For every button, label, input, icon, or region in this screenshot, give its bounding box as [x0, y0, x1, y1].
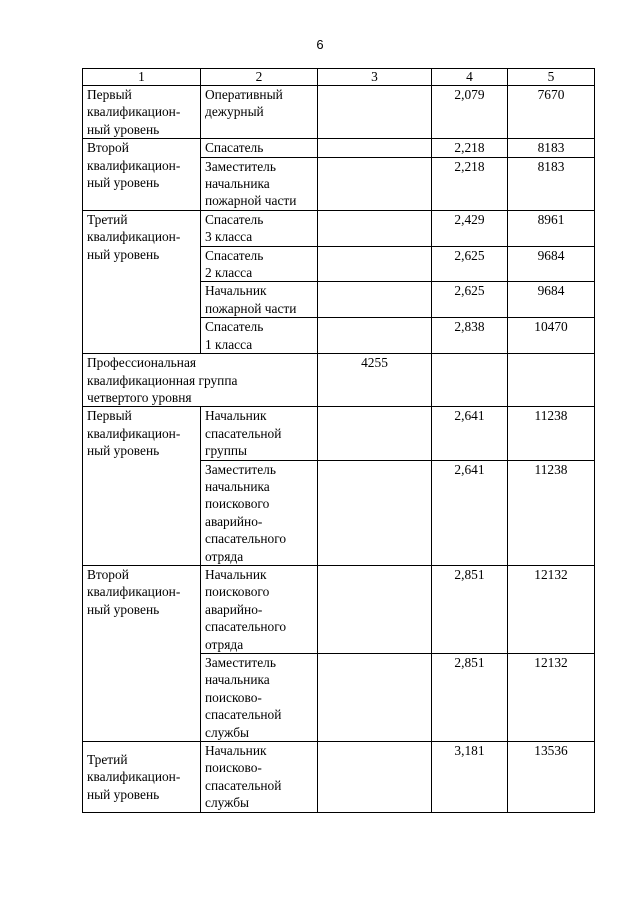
group-row	[83, 354, 595, 407]
table-row	[83, 210, 595, 246]
salary-cell	[508, 354, 595, 407]
table-row	[83, 86, 595, 139]
column-header-5: 5	[508, 69, 595, 86]
coefficient-cell: 2,641	[432, 460, 508, 565]
page-number: 6	[316, 37, 324, 52]
position-cell: Спасатель	[201, 139, 318, 157]
base-salary-cell	[318, 407, 432, 460]
salary-cell: 8183	[508, 157, 595, 210]
position-cell: Начальник пожарной части	[201, 282, 318, 318]
salary-cell: 12132	[508, 565, 595, 653]
qualification-level-cell: Первый квалификацион- ный уровень	[83, 86, 201, 139]
salary-table	[82, 68, 595, 813]
coefficient-cell: 2,838	[432, 318, 508, 354]
base-salary-cell	[318, 139, 432, 157]
coefficient-cell	[432, 354, 508, 407]
coefficient-cell: 2,625	[432, 282, 508, 318]
column-header-2: 2	[201, 69, 318, 86]
base-salary-cell	[318, 157, 432, 210]
coefficient-cell: 2,851	[432, 654, 508, 742]
base-salary-cell	[318, 282, 432, 318]
base-salary-cell	[318, 246, 432, 282]
base-salary-cell	[318, 86, 432, 139]
salary-cell: 12132	[508, 654, 595, 742]
header-row	[83, 69, 595, 86]
base-salary-cell	[318, 742, 432, 813]
coefficient-cell: 2,851	[432, 565, 508, 653]
position-cell: Начальник поисково- спасательной службы	[201, 742, 318, 813]
position-cell: Начальник спасательной группы	[201, 407, 318, 460]
salary-cell: 10470	[508, 318, 595, 354]
coefficient-cell: 2,079	[432, 86, 508, 139]
base-salary-cell	[318, 318, 432, 354]
base-salary-cell	[318, 654, 432, 742]
position-cell: Оперативный дежурный	[201, 86, 318, 139]
position-cell: Заместитель начальника поисково- спасательной службы	[201, 654, 318, 742]
salary-cell: 7670	[508, 86, 595, 139]
base-salary-cell: 4255	[318, 354, 432, 407]
column-header-4: 4	[432, 69, 508, 86]
position-cell: Спасатель 2 класса	[201, 246, 318, 282]
salary-cell: 9684	[508, 282, 595, 318]
coefficient-cell: 2,641	[432, 407, 508, 460]
qualification-level-cell: Третий квалификацион- ный уровень	[83, 742, 201, 813]
qualification-level-cell: Второй квалификацион- ный уровень	[83, 565, 201, 741]
table-row	[83, 742, 595, 813]
position-cell: Спасатель 1 класса	[201, 318, 318, 354]
base-salary-cell	[318, 210, 432, 246]
coefficient-cell: 2,218	[432, 157, 508, 210]
salary-cell: 9684	[508, 246, 595, 282]
column-header-3: 3	[318, 69, 432, 86]
coefficient-cell: 3,181	[432, 742, 508, 813]
position-cell: Заместитель начальника пожарной части	[201, 157, 318, 210]
position-cell: Начальник поискового аварийно- спасательного отряда	[201, 565, 318, 653]
salary-cell: 11238	[508, 407, 595, 460]
base-salary-cell	[318, 460, 432, 565]
coefficient-cell: 2,218	[432, 139, 508, 157]
column-header-1: 1	[83, 69, 201, 86]
table-row	[83, 565, 595, 653]
table-row	[83, 139, 595, 157]
qualification-group-cell: Профессиональная квалификационная группа четвертого уровня	[83, 354, 318, 407]
salary-cell: 13536	[508, 742, 595, 813]
coefficient-cell: 2,625	[432, 246, 508, 282]
base-salary-cell	[318, 565, 432, 653]
coefficient-cell: 2,429	[432, 210, 508, 246]
salary-cell: 8961	[508, 210, 595, 246]
qualification-level-cell: Третий квалификацион- ный уровень	[83, 210, 201, 353]
qualification-level-cell: Второй квалификацион- ный уровень	[83, 139, 201, 211]
salary-cell: 11238	[508, 460, 595, 565]
qualification-level-cell: Первый квалификацион- ный уровень	[83, 407, 201, 566]
salary-cell: 8183	[508, 139, 595, 157]
table-row	[83, 407, 595, 460]
position-cell: Спасатель 3 класса	[201, 210, 318, 246]
position-cell: Заместитель начальника поискового аварийно- спасательного отряда	[201, 460, 318, 565]
